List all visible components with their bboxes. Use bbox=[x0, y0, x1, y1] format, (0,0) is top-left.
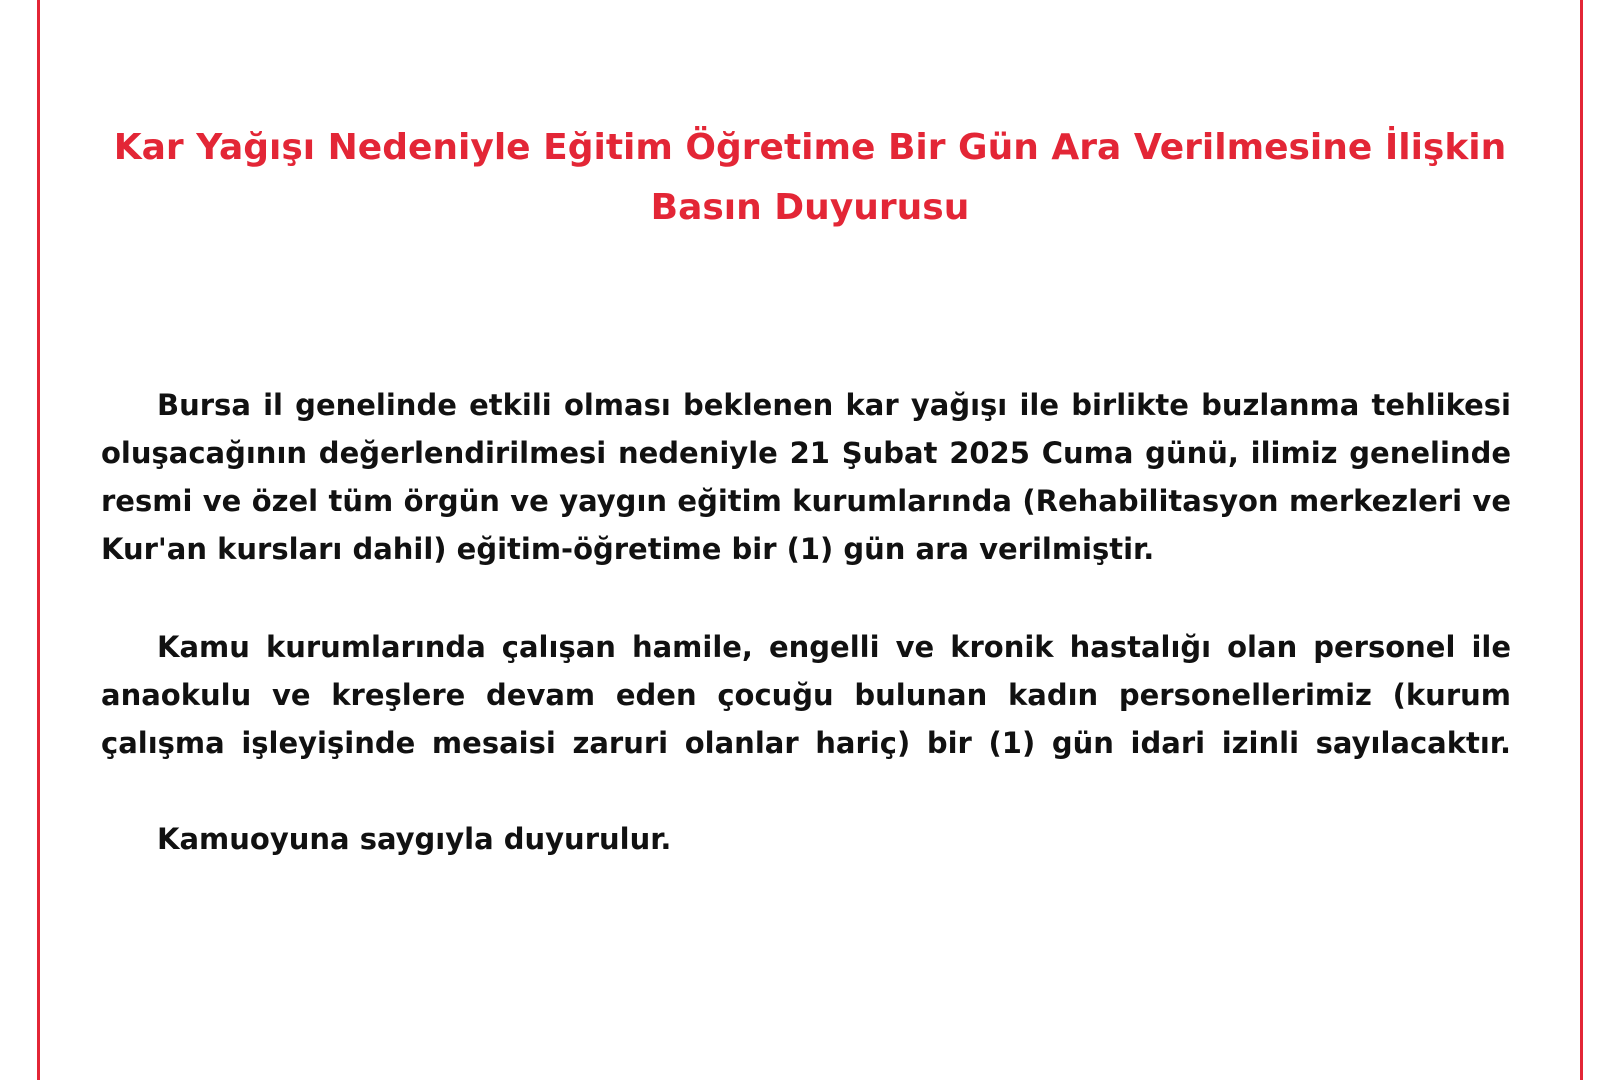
paragraph-line: Kur'an kursları dahil) eğitim-öğretime bir (1) gün ara verilmiştir. bbox=[101, 532, 1155, 566]
closing-line: Kamuoyuna saygıyla duyurulur. bbox=[157, 822, 672, 856]
paragraph-staff-leave bbox=[101, 623, 1511, 767]
paragraph-line: Bursa il genelinde etkili olması beklenen kar yağışı ile birlikte buzlanma tehlikesi bbox=[157, 388, 1511, 422]
paragraph-line: anaokulu ve kreşlere devam eden çocuğu bulunan kadın personellerimiz (kurum bbox=[101, 678, 1511, 712]
paragraph-line: oluşacağının değerlendirilmesi nedeniyle 21 Şubat 2025 Cuma günü, ilimiz genelinde bbox=[101, 436, 1511, 470]
frame-right-border bbox=[1580, 0, 1583, 1080]
closing-statement bbox=[101, 815, 1511, 863]
frame-left-border bbox=[37, 0, 40, 1080]
title-line-1: Kar Yağışı Nedeniyle Eğitim Öğretime Bir Gün Ara Verilmesine İlişkin bbox=[113, 127, 1507, 168]
paragraph-line: çalışma işleyişinde mesaisi zaruri olanlar hariç) bir (1) gün idari izinli sayılacaktır. bbox=[101, 726, 1511, 760]
paragraph-school-closure bbox=[101, 381, 1511, 573]
announcement-title bbox=[100, 118, 1520, 238]
paragraph-line: Kamu kurumlarında çalışan hamile, engelli ve kronik hastalığı olan personel ile bbox=[157, 630, 1511, 664]
title-line-2: Basın Duyurusu bbox=[650, 187, 970, 228]
paragraph-line: resmi ve özel tüm örgün ve yaygın eğitim kurumlarında (Rehabilitasyon merkezleri ve bbox=[101, 484, 1511, 518]
